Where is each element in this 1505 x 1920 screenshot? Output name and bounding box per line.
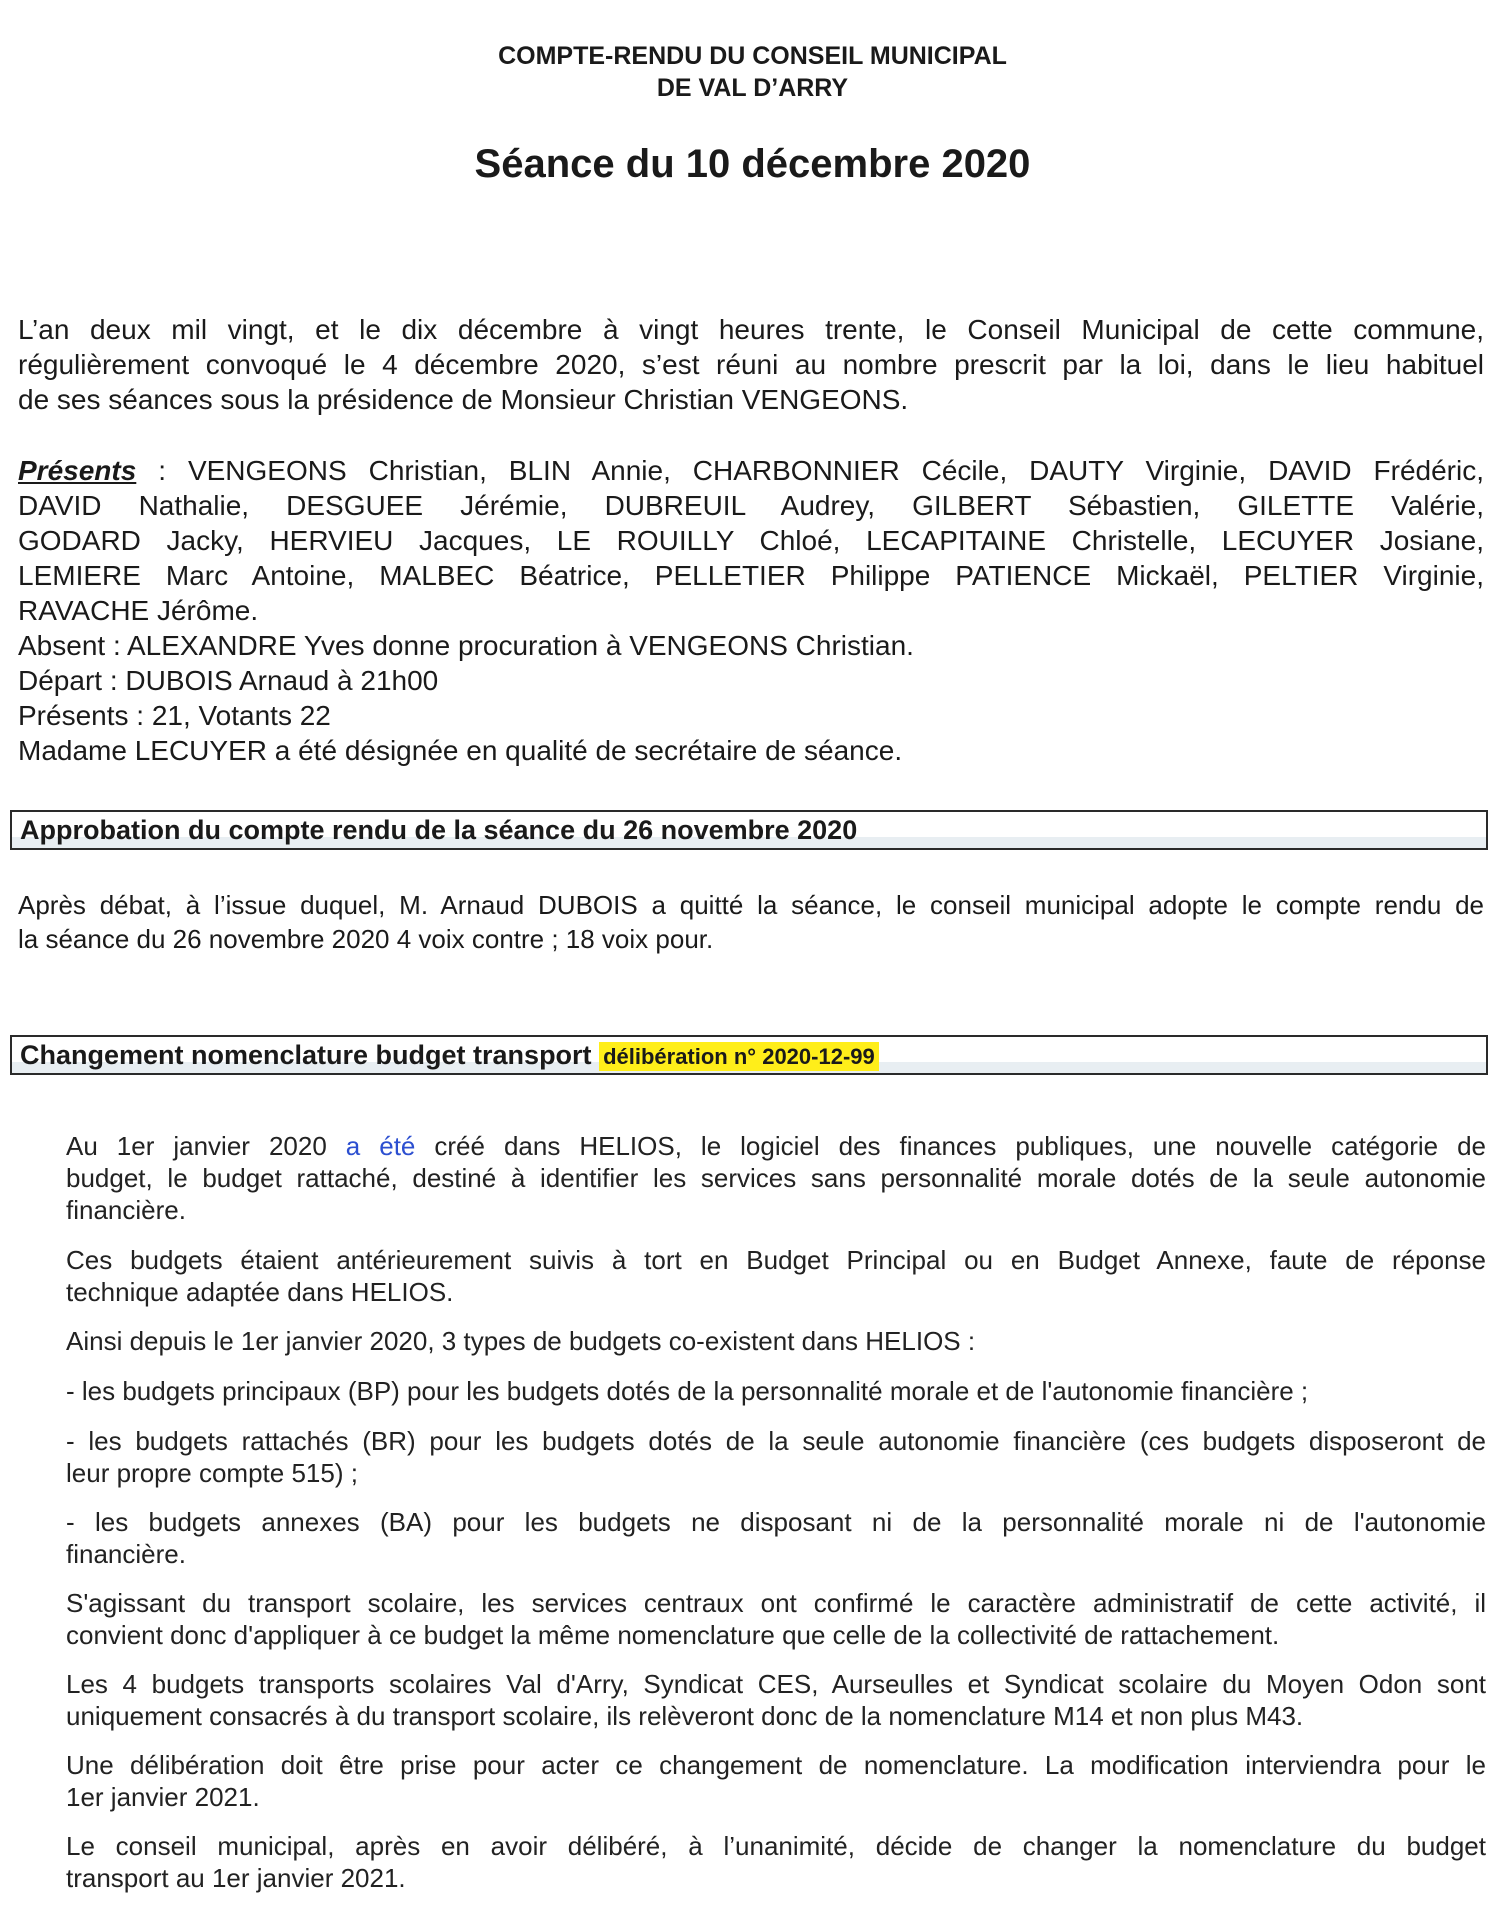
header-line-2: DE VAL D’ARRY xyxy=(656,74,849,102)
paragraph-line: 1er janvier 2021. xyxy=(66,1782,260,1812)
paragraph-budgets-history xyxy=(66,1244,1486,1308)
intro-line: régulièrement convoqué le 4 décembre 2020, s’est réuni au nombre prescrit par la loi, dans le lieu habituel xyxy=(18,349,1484,380)
approbation-paragraph xyxy=(18,888,1484,956)
list-item-ba xyxy=(66,1506,1486,1570)
paragraph-line: Ainsi depuis le 1er janvier 2020, 3 types de budgets co-existent dans HELIOS : xyxy=(66,1326,976,1356)
paragraph-line: Les 4 budgets transports scolaires Val d'Arry, Syndicat CES, Aurseulles et Syndicat scolaire du Moyen Odon sont xyxy=(66,1669,1486,1699)
absent-line: Absent : ALEXANDRE Yves donne procuration à VENGEONS Christian. xyxy=(18,630,914,661)
counts-line: Présents : 21, Votants 22 xyxy=(18,700,331,731)
paragraph-line: transport au 1er janvier 2021. xyxy=(66,1863,406,1893)
paragraph-line: Le conseil municipal, après en avoir délibéré, à l’unanimité, décide de changer la nomenclature du budget xyxy=(66,1831,1486,1861)
paragraph-helios xyxy=(66,1130,1486,1226)
presents-text: : VENGEONS Christian, BLIN Annie, CHARBONNIER Cécile, DAUTY Virginie, DAVID Frédéric, xyxy=(136,455,1484,486)
section-nomenclature-title: Changement nomenclature budget transport xyxy=(20,1040,600,1070)
paragraph-line: Une délibération doit être prise pour acter ce changement de nomenclature. La modification interviendra pour le xyxy=(66,1750,1486,1780)
header-line-1: COMPTE-RENDU DU CONSEIL MUNICIPAL xyxy=(498,42,1007,70)
approbation-line: Après débat, à l’issue duquel, M. Arnaud DUBOIS a quitté la séance, le conseil municipal adopte le compte rendu de xyxy=(18,890,1484,920)
deliberation-number: délibération n° 2020-12-99 xyxy=(599,1042,879,1071)
paragraph-line: - les budgets principaux (BP) pour les budgets dotés de la personnalité morale et de l'autonomie financière ; xyxy=(66,1376,1309,1406)
presents-line: DAVID Nathalie, DESGUEE Jérémie, DUBREUIL Audrey, GILBERT Sébastien, GILETTE Valérie, xyxy=(18,490,1484,521)
paragraph-line: - les budgets annexes (BA) pour les budgets ne disposant ni de la personnalité morale ni de l'autonomie xyxy=(66,1507,1486,1537)
paragraph-line: technique adaptée dans HELIOS. xyxy=(66,1277,454,1307)
seance-title: Séance du 10 décembre 2020 xyxy=(474,142,1031,186)
depart-line: Départ : DUBOIS Arnaud à 21h00 xyxy=(18,665,439,696)
presents-line: GODARD Jacky, HERVIEU Jacques, LE ROUILLY Chloé, LECAPITAINE Christelle, LECUYER Josiane, xyxy=(18,525,1484,556)
paragraph-line: financière. xyxy=(66,1195,186,1225)
text-run: créé dans HELIOS, le logiciel des finances publiques, une nouvelle catégorie de xyxy=(415,1131,1486,1161)
paragraph-line: uniquement consacrés à du transport scolaire, ils relèveront donc de la nomenclature M14 et non plus M43. xyxy=(66,1701,1304,1731)
paragraph-deliberation-required xyxy=(66,1749,1486,1813)
section-approbation-title: Approbation du compte rendu de la séance du 26 novembre 2020 xyxy=(20,815,858,845)
presents-line: LEMIERE Marc Antoine, MALBEC Béatrice, PELLETIER Philippe PATIENCE Mickaël, PELTIER Virginie, xyxy=(18,560,1484,591)
document-header xyxy=(0,40,1505,104)
section-approbation-header xyxy=(10,810,1488,850)
text-run: Au 1er janvier 2020 xyxy=(66,1131,346,1161)
list-item-br xyxy=(66,1425,1486,1489)
presents-line: RAVACHE Jérôme. xyxy=(18,595,259,626)
section-nomenclature-header xyxy=(10,1035,1488,1075)
paragraph-line xyxy=(66,1130,1486,1162)
presents-line xyxy=(18,453,1484,488)
approbation-line: la séance du 26 novembre 2020 4 voix contre ; 18 voix pour. xyxy=(18,924,714,954)
secretary-line: Madame LECUYER a été désignée en qualité de secrétaire de séance. xyxy=(18,735,903,766)
paragraph-line: budget, le budget rattaché, destiné à identifier les services sans personnalité morale dotés de la seule autonomie xyxy=(66,1163,1486,1193)
paragraph-decision xyxy=(66,1830,1486,1894)
paragraph-line: financière. xyxy=(66,1539,186,1569)
paragraph-line: S'agissant du transport scolaire, les services centraux ont confirmé le caractère administratif de cette activité, il xyxy=(66,1588,1486,1618)
paragraph-line: - les budgets rattachés (BR) pour les budgets dotés de la seule autonomie financière (ces budgets disposeront de xyxy=(66,1426,1486,1456)
presents-label: Présents xyxy=(18,455,137,486)
paragraph-four-budgets xyxy=(66,1668,1486,1732)
list-item-bp xyxy=(66,1375,1486,1407)
paragraph-line: convient donc d'appliquer à ce budget la même nomenclature que celle de la collectivité de rattachement. xyxy=(66,1620,1280,1650)
presents-paragraph xyxy=(18,453,1484,628)
intro-line: de ses séances sous la présidence de Monsieur Christian VENGEONS. xyxy=(18,384,909,415)
paragraph-three-types xyxy=(66,1325,1486,1357)
text-run-blue: a été xyxy=(345,1131,416,1161)
intro-paragraph xyxy=(18,312,1484,417)
paragraph-transport-scolaire xyxy=(66,1587,1486,1651)
paragraph-line: leur propre compte 515) ; xyxy=(66,1458,358,1488)
paragraph-line: Ces budgets étaient antérieurement suivis à tort en Budget Principal ou en Budget Annexe, faute de réponse xyxy=(66,1245,1486,1275)
intro-line: L’an deux mil vingt, et le dix décembre à vingt heures trente, le Conseil Municipal de cette commune, xyxy=(18,314,1484,345)
